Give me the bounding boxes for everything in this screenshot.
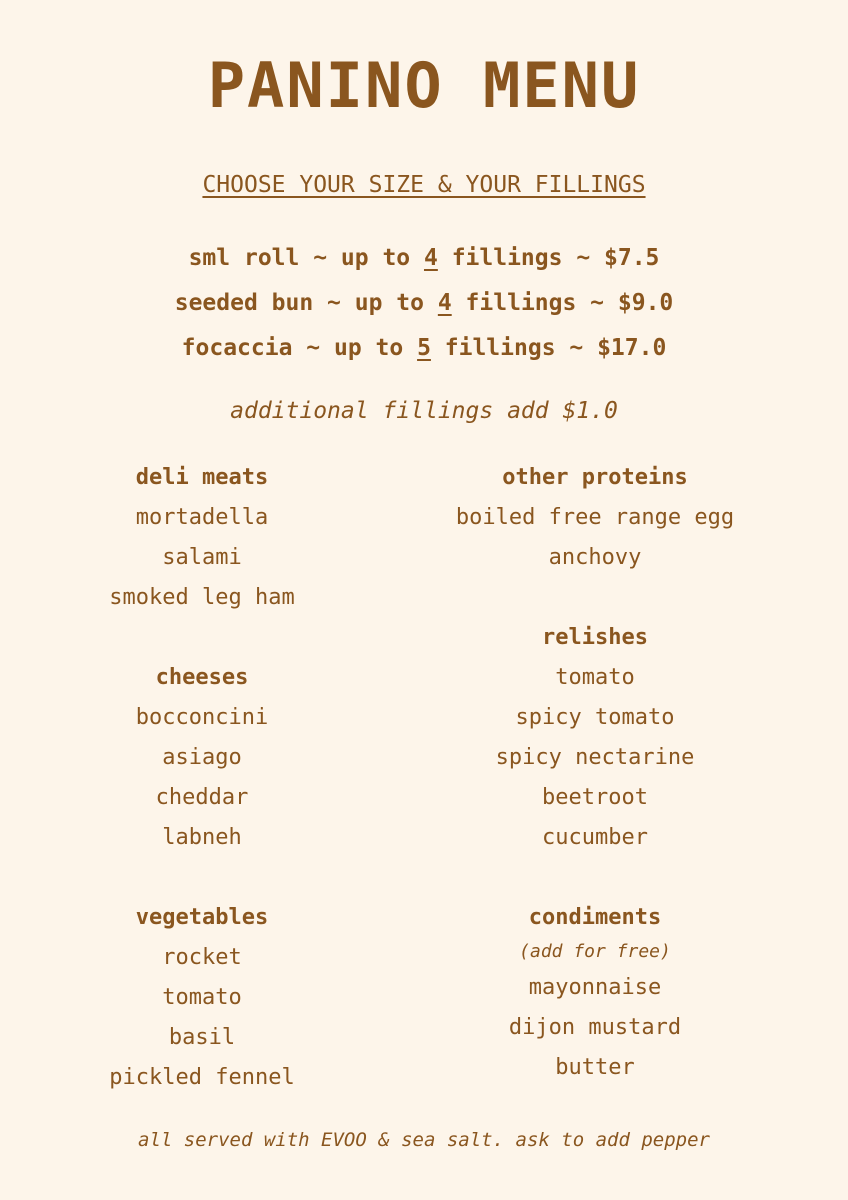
section-heading: other proteins bbox=[502, 465, 688, 490]
fillings-count: 4 bbox=[423, 245, 438, 271]
page-title: PANINO MENU bbox=[207, 49, 641, 122]
menu-item: dijon mustard bbox=[508, 1015, 682, 1040]
spacer bbox=[52, 618, 352, 658]
size-option-sml-roll bbox=[0, 236, 848, 281]
condiments-note: (add for free) bbox=[519, 941, 671, 962]
menu-item: pickled fennel bbox=[109, 1065, 295, 1090]
menu-item: bocconcini bbox=[135, 705, 269, 730]
size-option-price: fillings ~ $7.5 bbox=[437, 245, 660, 271]
additional-fillings-note: additional fillings add $1.0 bbox=[230, 398, 618, 424]
size-options bbox=[0, 236, 848, 371]
menu-item: butter bbox=[555, 1055, 635, 1080]
section-condiments bbox=[410, 898, 780, 1088]
section-vegetables bbox=[52, 898, 352, 1098]
size-option-seeded-bun bbox=[0, 281, 848, 326]
section-heading: vegetables bbox=[135, 905, 269, 930]
right-column bbox=[410, 458, 780, 1088]
menu-item: cucumber bbox=[542, 825, 648, 850]
section-heading: cheeses bbox=[155, 665, 249, 690]
size-option-text: focaccia ~ up to bbox=[181, 335, 418, 361]
menu-item: smoked leg ham bbox=[109, 585, 295, 610]
menu-item: mayonnaise bbox=[528, 975, 662, 1000]
spacer bbox=[52, 858, 352, 898]
menu-item: cheddar bbox=[155, 785, 249, 810]
spacer bbox=[410, 858, 780, 898]
menu-item: tomato bbox=[162, 985, 242, 1010]
section-other-proteins bbox=[410, 458, 780, 578]
left-column bbox=[52, 458, 352, 1098]
menu-item: mortadella bbox=[135, 505, 269, 530]
menu-item: beetroot bbox=[542, 785, 648, 810]
menu-item: labneh bbox=[162, 825, 242, 850]
size-option-focaccia bbox=[0, 326, 848, 371]
menu-item: anchovy bbox=[548, 545, 642, 570]
menu-item: salami bbox=[162, 545, 242, 570]
section-deli-meats bbox=[52, 458, 352, 618]
fillings-count: 4 bbox=[437, 290, 452, 316]
menu-item: asiago bbox=[162, 745, 242, 770]
menu-subtitle: CHOOSE YOUR SIZE & YOUR FILLINGS bbox=[202, 172, 646, 198]
footer-note: all served with EVOO & sea salt. ask to add pepper bbox=[138, 1129, 710, 1151]
spacer bbox=[410, 578, 780, 618]
size-option-price: fillings ~ $9.0 bbox=[451, 290, 674, 316]
section-heading: relishes bbox=[542, 625, 648, 650]
section-relishes bbox=[410, 618, 780, 858]
menu-item: tomato bbox=[555, 665, 635, 690]
menu-item: boiled free range egg bbox=[455, 505, 735, 530]
size-option-price: fillings ~ $17.0 bbox=[430, 335, 667, 361]
size-option-text: sml roll ~ up to bbox=[188, 245, 424, 271]
section-heading: deli meats bbox=[135, 465, 269, 490]
menu-item: spicy nectarine bbox=[495, 745, 695, 770]
menu-item: rocket bbox=[162, 945, 242, 970]
size-option-text: seeded bun ~ up to bbox=[174, 290, 438, 316]
menu-item: spicy tomato bbox=[515, 705, 675, 730]
section-heading: condiments bbox=[528, 905, 662, 930]
fillings-count: 5 bbox=[417, 335, 431, 361]
section-cheeses bbox=[52, 658, 352, 858]
menu-item: basil bbox=[168, 1025, 236, 1050]
